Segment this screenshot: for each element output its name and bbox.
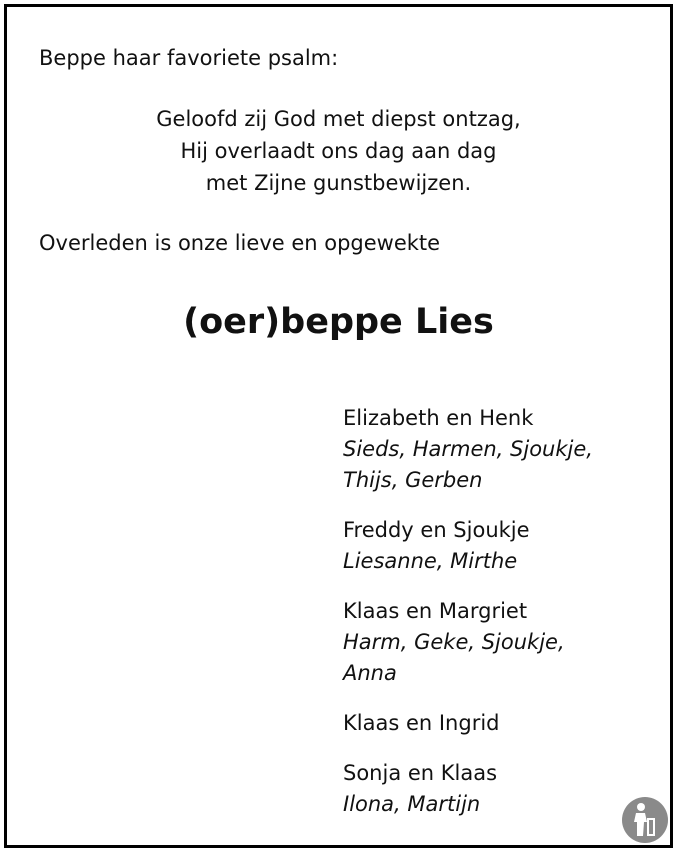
memorial-figure-icon — [621, 796, 669, 844]
family-parents: Klaas en Margriet — [343, 599, 528, 623]
family-parents: Klaas en Ingrid — [343, 711, 500, 735]
psalm-line: Hij overlaadt ons dag aan dag — [180, 139, 497, 163]
family-children-line: Liesanne, Mirthe — [343, 549, 518, 573]
family-parents: Sonja en Klaas — [343, 761, 498, 785]
family-entry — [343, 596, 643, 689]
family-list — [343, 403, 643, 839]
advertisement-frame — [4, 4, 673, 848]
announcement-text: Overleden is onze lieve en opgewekte — [39, 231, 441, 255]
family-children-line: Anna — [343, 661, 397, 685]
psalm-line: met Zijne gunstbewijzen. — [205, 171, 472, 195]
family-entry — [343, 515, 643, 577]
intro-text: Beppe haar favoriete psalm: — [39, 46, 339, 70]
family-children-line: Thijs, Gerben — [343, 468, 483, 492]
family-children-line: Ilona, Martijn — [343, 792, 481, 816]
family-children-line: Sieds, Harmen, Sjoukje, — [343, 437, 593, 461]
family-entry — [343, 758, 643, 820]
family-children-line: Harm, Geke, Sjoukje, — [343, 630, 565, 654]
family-entry — [343, 403, 643, 496]
family-parents: Freddy en Sjoukje — [343, 518, 530, 542]
deceased-name: (oer)beppe Lies — [183, 302, 494, 342]
psalm-verse — [7, 103, 670, 199]
family-parents: Elizabeth en Henk — [343, 406, 534, 430]
family-entry — [343, 708, 643, 739]
psalm-line: Geloofd zij God met diepst ontzag, — [156, 107, 521, 131]
